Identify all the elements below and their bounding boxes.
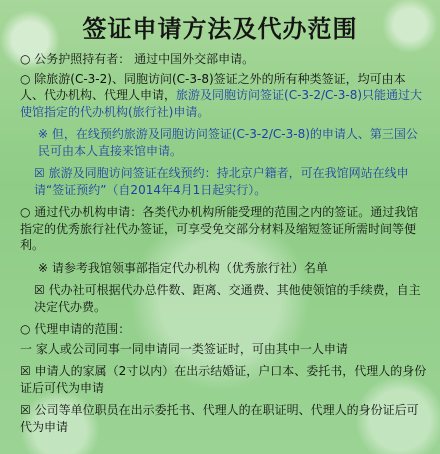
general-visa-note-text: ○ 除旅游(C-3-2)、同胞访问(C-3-8)签证之外的所有种类签证，均可由本人、代办机构、代理人申请，: [20, 71, 406, 102]
page-title: 签证申请方法及代办范围: [82, 15, 358, 43]
online-reservation-note: ☒ 旅游及同胞访问签证在线预约：持北京户籍者，可在我馆网站在线申请“签证预约”（自2014年4月1日起实行）。: [34, 166, 409, 197]
tour-visa-agency-only-note: 旅游及同胞访问签证(C-3-2/C-3-8)只能通过大使馆指定的代办机构(旅行社)申请。: [20, 88, 423, 119]
content-body: [0, 51, 440, 435]
proxy-family-members: ☒ 申请人的家属（2寸以内）在出示结婚证，户口本、委托书，代理人的身份证后可代为申请: [20, 364, 427, 395]
agency-fee-note: ☒ 代办社可根据代办总件数、距离、交通费、其他使领馆的手续费，自主决定代办费。: [34, 283, 421, 314]
proxy-company-staff: ☒ 公司等单位职员在出示委托书、代理人的在职证明、代理人的身份证后可代为申请: [20, 403, 419, 434]
proxy-scope-heading: ○ 代理申请的范围：: [20, 322, 131, 336]
agency-list-reference: ※ 请参考我馆领事部指定代办机构（优秀旅行社）名单: [38, 260, 328, 275]
agency-application-note: ○ 通过代办机构申请：各类代办机构所能受理的范围之内的签证。通过我馆指定的优秀旅行社代办签证，可享受免交部分材料及缩短签证所需时间等便利。: [20, 205, 419, 252]
proxy-family-colleague: 一 家人或公司同事一同申请同一类签证时，可由其中一人申请: [20, 341, 348, 356]
general-visa-note: [20, 71, 428, 121]
official-passport-note: ○ 公务护照持有者： 通过中国外交部申请。: [20, 52, 255, 66]
online-reservation-exception: ※ 但，在线预约旅游及同胞访问签证(C-3-2/C-3-8)的申请人、第三国公民可由本人直接来馆申请。: [38, 127, 418, 158]
